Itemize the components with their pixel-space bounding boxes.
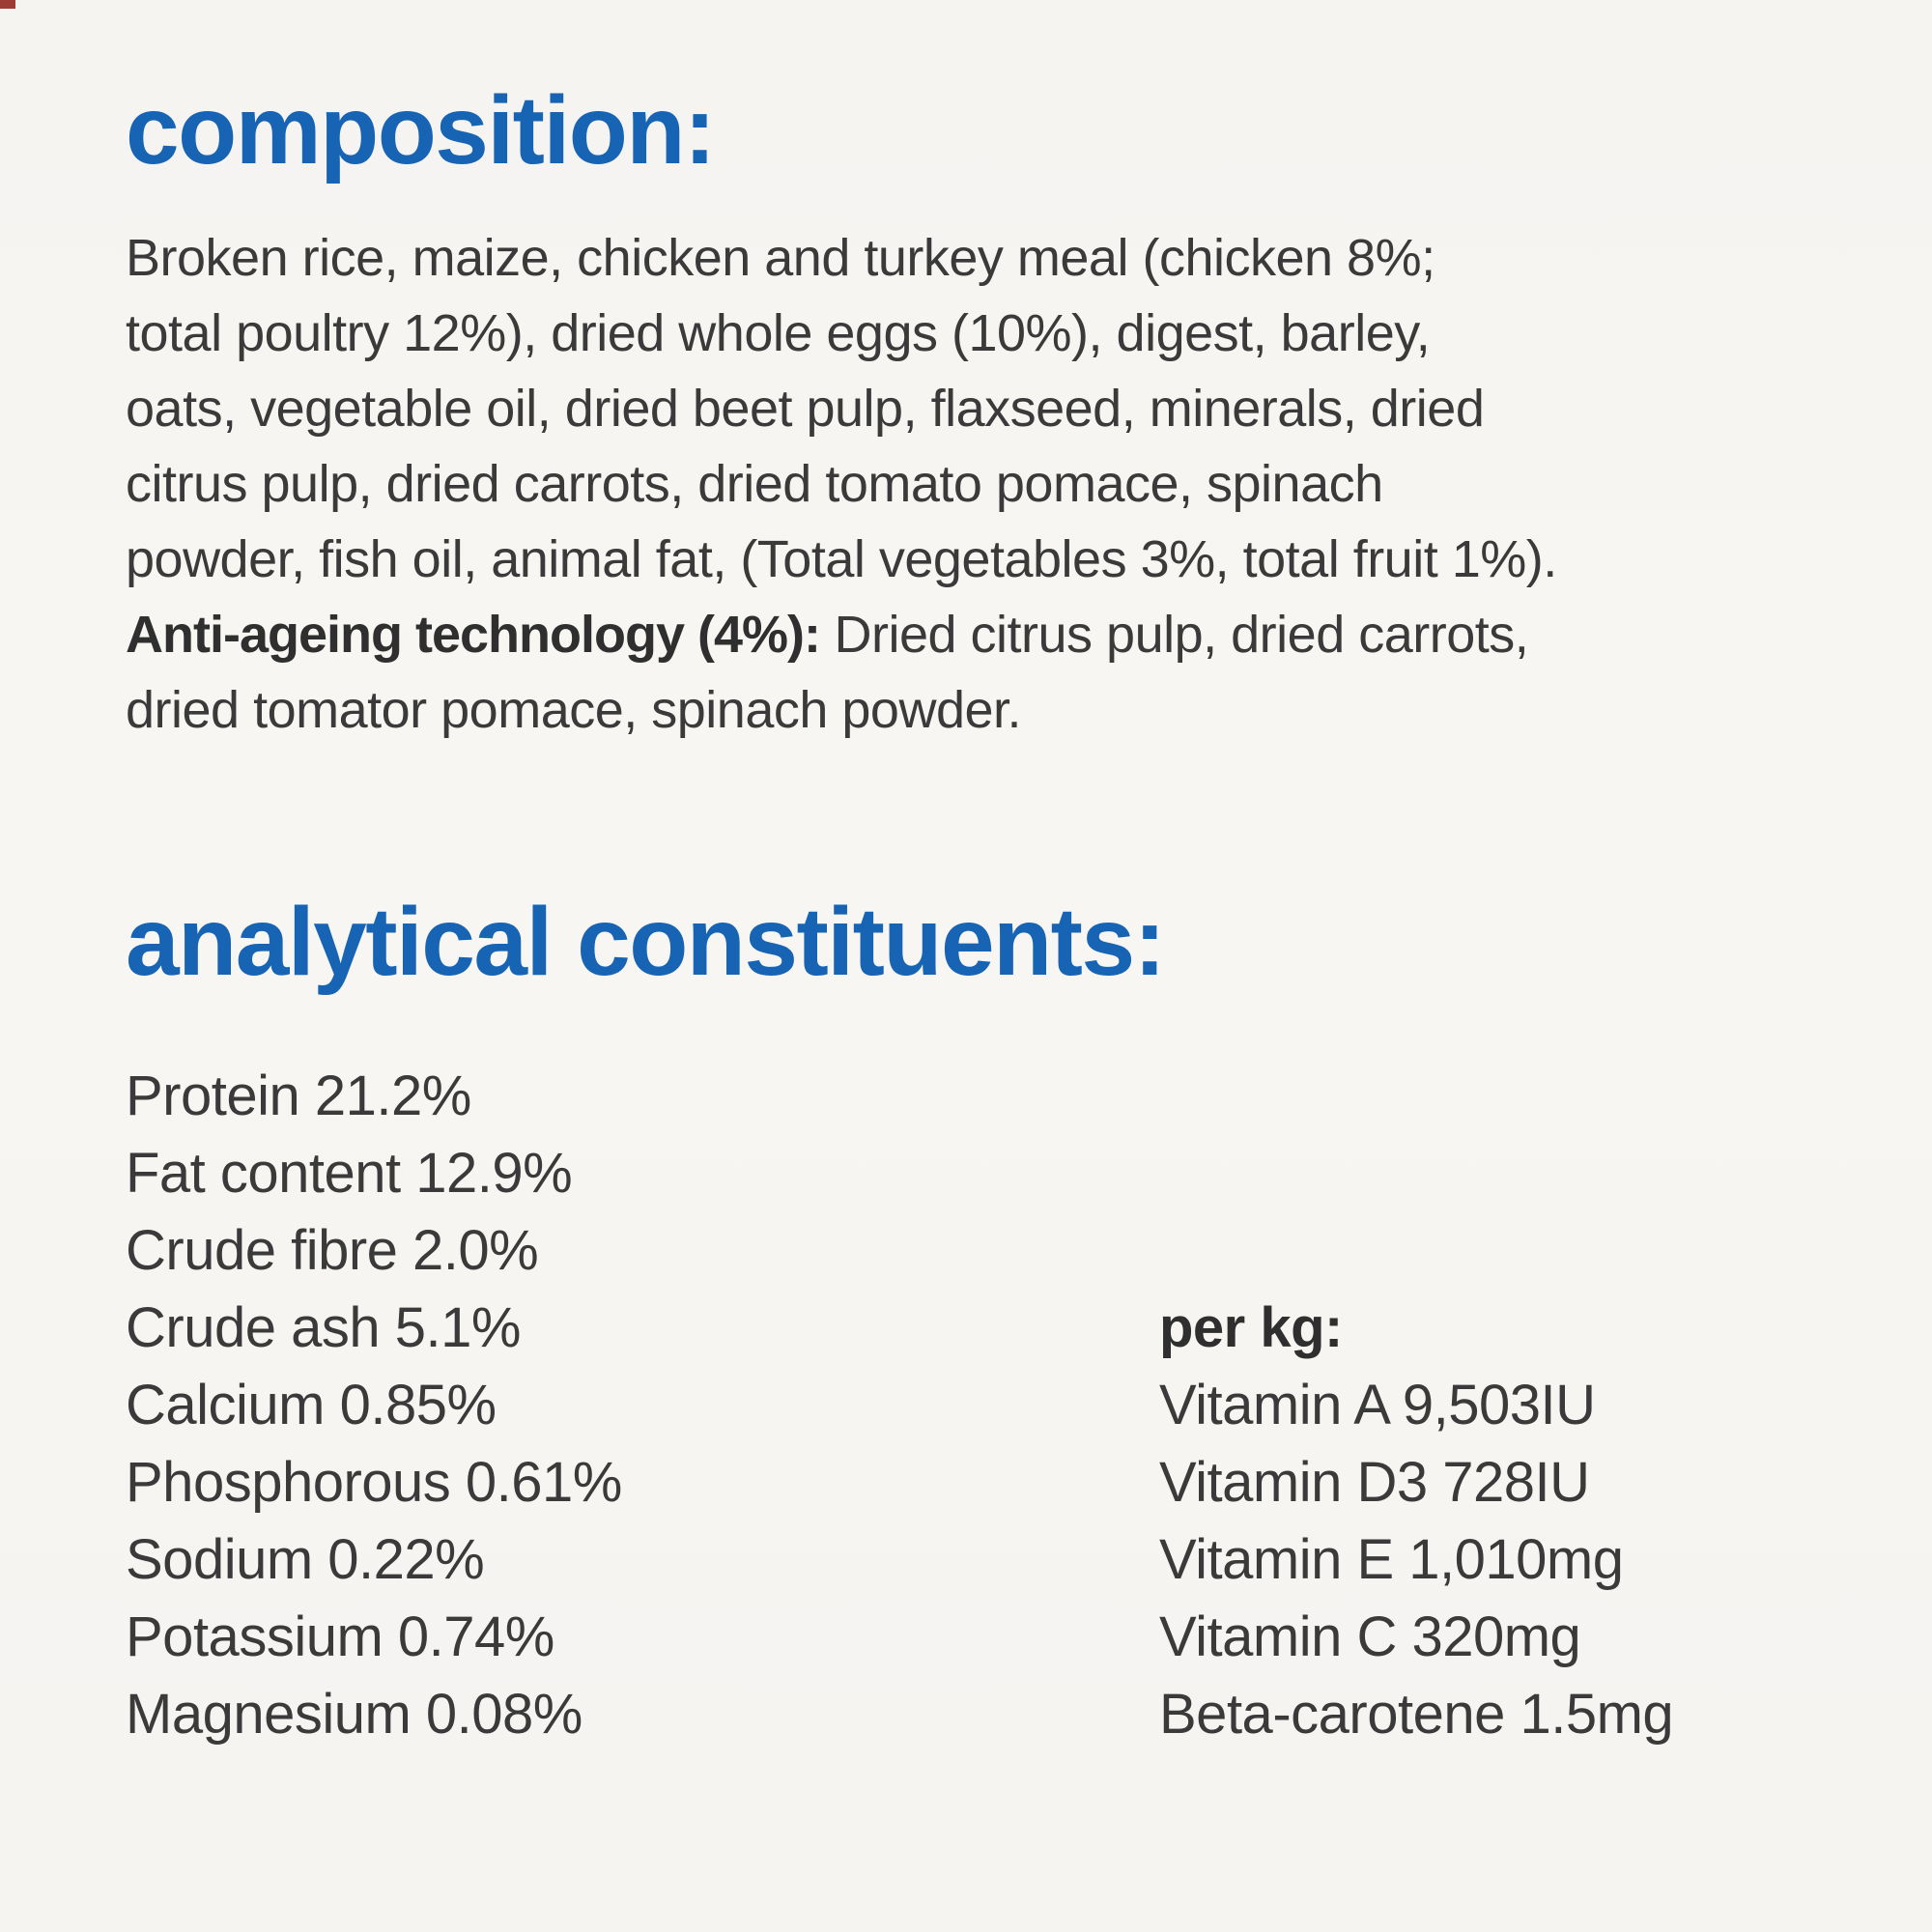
anti-ageing-technology-ingredients: Dried citrus pulp, dried carrots, bbox=[819, 606, 1529, 664]
composition-line-6 bbox=[126, 597, 1557, 672]
composition-line-5: powder, fish oil, animal fat, (Total vegetables 3%, total fruit 1%). bbox=[126, 530, 1557, 588]
analytical-item-protein: Protein 21.2% bbox=[126, 1065, 471, 1127]
analytical-item-vitamin-e: Vitamin E 1,010mg bbox=[1159, 1528, 1624, 1591]
composition-line-3: oats, vegetable oil, dried beet pulp, flaxseed, minerals, dried bbox=[126, 380, 1485, 438]
analytical-item-magnesium: Magnesium 0.08% bbox=[126, 1683, 582, 1746]
per-kg-label: per kg: bbox=[1159, 1296, 1343, 1359]
composition-heading: composition: bbox=[126, 76, 715, 185]
composition-paragraph bbox=[126, 220, 1557, 748]
analytical-item-phosphorous: Phosphorous 0.61% bbox=[126, 1451, 622, 1514]
analytical-item-calcium: Calcium 0.85% bbox=[126, 1374, 497, 1436]
analytical-item-crude-ash: Crude ash 5.1% bbox=[126, 1296, 521, 1359]
analytical-left-column bbox=[126, 1058, 622, 1753]
analytical-item-vitamin-c: Vitamin C 320mg bbox=[1159, 1605, 1581, 1668]
analytical-item-fat-content: Fat content 12.9% bbox=[126, 1142, 573, 1205]
analytical-item-vitamin-d3: Vitamin D3 728IU bbox=[1159, 1451, 1590, 1514]
analytical-constituents-heading: analytical constituents: bbox=[126, 888, 1165, 996]
analytical-item-vitamin-a: Vitamin A 9,503IU bbox=[1159, 1374, 1596, 1436]
analytical-item-beta-carotene: Beta-carotene 1.5mg bbox=[1159, 1683, 1674, 1746]
analytical-right-column bbox=[1159, 1290, 1673, 1753]
analytical-item-sodium: Sodium 0.22% bbox=[126, 1528, 485, 1591]
corner-print-mark bbox=[0, 0, 15, 9]
anti-ageing-technology-label: Anti-ageing technology (4%): bbox=[126, 606, 820, 664]
composition-line-4: citrus pulp, dried carrots, dried tomato pomace, spinach bbox=[126, 455, 1383, 513]
composition-line-7: dried tomator pomace, spinach powder. bbox=[126, 681, 1022, 739]
composition-line-1: Broken rice, maize, chicken and turkey meal (chicken 8%; bbox=[126, 229, 1435, 287]
analytical-item-potassium: Potassium 0.74% bbox=[126, 1605, 554, 1668]
analytical-item-crude-fibre: Crude fibre 2.0% bbox=[126, 1219, 539, 1282]
composition-line-2: total poultry 12%), dried whole eggs (10%), digest, barley, bbox=[126, 304, 1431, 362]
